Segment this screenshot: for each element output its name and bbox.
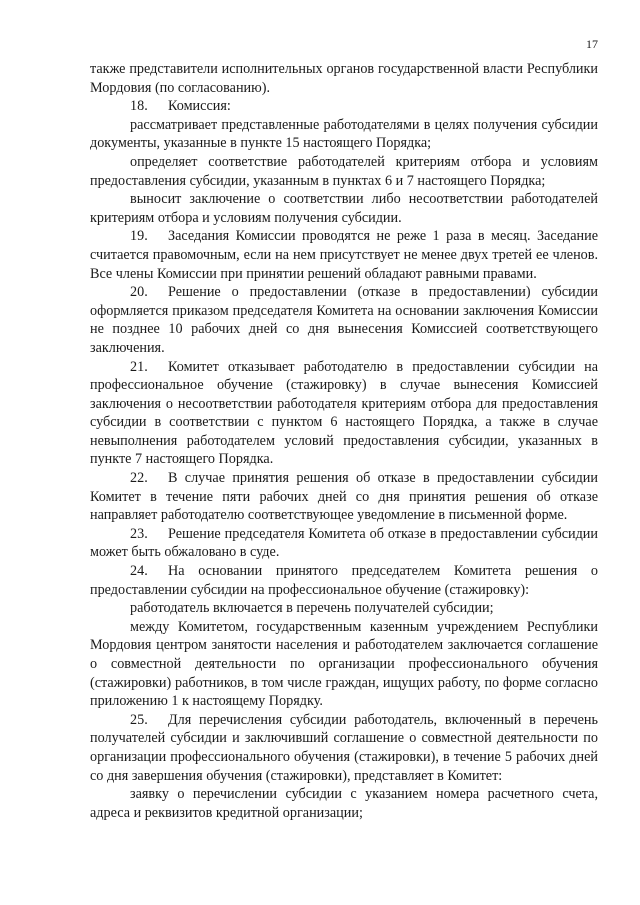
clause-number: 19. (130, 228, 148, 245)
paragraph-text: заявку о перечислении субсидии с указанием номера расчетного счета, адреса и реквизитов кредитной организации; (90, 786, 598, 821)
clause-21 (90, 358, 598, 470)
paragraph-text: Комиссия: (168, 98, 231, 115)
page-number: 17 (586, 37, 598, 51)
paragraph-text: На основании принятого председателем Комитета решения о предоставлении субсидии на профессиональное обучение (стажировку): (90, 563, 598, 598)
clause-number: 24. (130, 563, 148, 580)
paragraph (90, 618, 598, 711)
document-body (90, 60, 598, 822)
paragraph (90, 785, 598, 822)
paragraph-text: между Комитетом, государственным казенным учреждением Республики Мордовия центром занятости населения и работодателем заключается соглашение о совместной деятельности по организации профессионального обучения (стажировки) работников, в том числе граждан, ищущих работу, по форме согласно приложению 1 к настоящему Порядку. (90, 618, 598, 710)
clause-25 (90, 711, 598, 785)
clause-22 (90, 469, 598, 525)
clause-18 (90, 97, 598, 116)
paragraph-text: Решение председателя Комитета об отказе в предоставлении субсидии может быть обжаловано в суде. (90, 525, 598, 561)
paragraph-text: Решение о предоставлении (отказе в предоставлении) субсидии оформляется приказом председателя Комитета на основании заключения Комиссии не позднее 10 рабочих дней со дня вынесения Комиссией соответствующего заключения. (90, 284, 598, 356)
clause-number: 22. (130, 470, 148, 487)
paragraph-text: В случае принятия решения об отказе в предоставлении субсидии Комитет в течение пяти рабочих дней со дня принятия решения об отказе направляет работодателю соответствующее уведомление в письменной форме. (90, 470, 598, 524)
paragraph-text: Заседания Комиссии проводятся не реже 1 раза в месяц. Заседание считается правомочным, если на нем присутствует не менее двух третей ее членов. Все члены Комиссии при принятии решений обладают равными правами. (90, 228, 598, 282)
paragraph (90, 153, 598, 190)
paragraph-text: рассматривает представленные работодателями в целях получения субсидии документы, указанные в пункте 15 настоящего Порядка; (90, 116, 598, 152)
clause-number: 20. (130, 284, 148, 301)
paragraph-text: выносит заключение о соответствии либо несоответствии работодателей критериям отбора и условиям получения субсидии. (90, 191, 598, 226)
clause-number: 23. (130, 525, 148, 542)
paragraph-continuation (90, 60, 598, 97)
clause-19 (90, 227, 598, 283)
paragraph-text: Комитет отказывает работодателю в предоставлении субсидии на профессиональное обучение (стажировку) в случае вынесения Комиссией заключения о несоответствии работодателя критериям отбора для предоставления субсидии в соответствии с пунктом 6 настоящего Порядка, а также в случае невыполнения работодателем условий предоставления субсидии, указанных в пункте 7 настоящего Порядка. (90, 358, 598, 468)
clause-number: 25. (130, 711, 148, 728)
paragraph-text: также представители исполнительных органов государственной власти Республики Мордовия (по согласованию). (90, 61, 598, 96)
paragraph (90, 599, 598, 618)
paragraph-text: Для перечисления субсидии работодатель, включенный в перечень получателей субсидии и заключивший соглашение о совместной деятельности по организации профессионального обучения (стажировки), в течение 5 рабочих дней со дня завершения обучения (стажировки), представляет в Комитет: (90, 711, 598, 784)
clause-23 (90, 525, 598, 562)
paragraph-text: работодатель включается в перечень получателей субсидии; (130, 600, 494, 617)
paragraph (90, 116, 598, 153)
paragraph (90, 190, 598, 227)
clause-number: 21. (130, 358, 148, 375)
clause-24 (90, 562, 598, 599)
clause-20 (90, 283, 598, 357)
paragraph-text: определяет соответствие работодателей критериям отбора и условиям предоставления субсидии, указанным в пунктах 6 и 7 настоящего Порядка; (90, 153, 598, 189)
clause-number: 18. (130, 98, 148, 115)
